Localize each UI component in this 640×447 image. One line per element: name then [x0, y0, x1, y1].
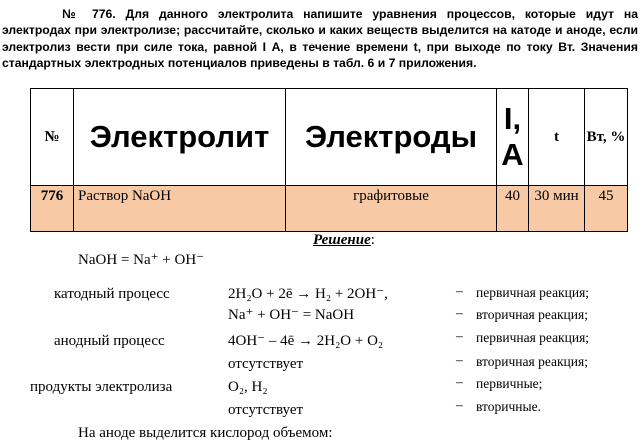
cell-time: 30 мин — [529, 186, 585, 232]
anode-equation-2: отсутствует — [228, 356, 304, 372]
table-header-row — [31, 89, 628, 186]
note-primary: первичные; — [476, 376, 543, 391]
conclusion-text: На аноде выделится кислород объемом: — [78, 425, 333, 441]
header-electrodes: Электроды — [286, 89, 497, 186]
problem-text: Для данного электролита напишите уравнения процессов, которые идут на электродах при электролизе; рассчитайте, сколько и каких веществ выделится на катоде и аноде, если электролиз вести при силе тока, равной I А, в течение времени t, при выходе по току Вт. Значения стандартных электродных потенциалов приведены в табл. 6 и 7 приложения. — [2, 7, 638, 71]
cell-yield: 45 — [585, 186, 628, 232]
solution-heading — [313, 232, 375, 249]
note-dash: – — [456, 352, 463, 367]
dissociation-equation: NaOH = Na⁺ + OH⁻ — [78, 252, 205, 268]
note-primary-reaction: первичная реакция; — [476, 285, 590, 300]
electrolysis-table — [30, 88, 628, 232]
cathode-equation-1: 2H₂O + 2ē → H₂ + 2OH⁻, — [228, 286, 388, 302]
cell-electrodes: графитовые — [286, 186, 497, 232]
cell-electrolyte: Раствор NaOH — [74, 186, 286, 232]
cell-number: 776 — [31, 186, 74, 232]
cathode-label: катодный процесс — [54, 286, 170, 302]
note-dash: – — [456, 397, 463, 412]
header-yield: Вт, % — [585, 89, 628, 186]
note-dash: – — [456, 283, 463, 298]
problem-statement — [2, 6, 638, 72]
solution-label: Решение — [313, 232, 371, 248]
note-secondary: вторичные. — [476, 399, 541, 414]
note-secondary-reaction-2: вторичная реакция; — [476, 354, 588, 369]
products-label: продукты электролиза — [30, 379, 173, 395]
cell-current: 40 — [497, 186, 529, 232]
solution-colon: : — [370, 232, 375, 248]
anode-label: анодный процесс — [54, 333, 165, 349]
note-dash: – — [456, 328, 463, 343]
header-electrolyte: Электролит — [74, 89, 286, 186]
header-number: № — [31, 89, 74, 186]
anode-equation-1: 4OH⁻ – 4ē → 2H₂O + O₂ — [228, 333, 384, 349]
header-current: I, А — [497, 89, 529, 186]
cathode-equation-2: Na⁺ + OH⁻ = NaOH — [228, 307, 355, 323]
problem-number: № 776. — [62, 7, 116, 21]
note-secondary-reaction: вторичная реакция; — [476, 307, 588, 322]
products-equation-1: O₂, H₂ — [228, 379, 268, 395]
note-dash: – — [456, 374, 463, 389]
header-time: t — [529, 89, 585, 186]
table-row — [31, 186, 628, 232]
note-dash: – — [456, 305, 463, 320]
products-equation-2: отсутствует — [228, 402, 304, 418]
note-primary-reaction-2: первичная реакция; — [476, 330, 590, 345]
